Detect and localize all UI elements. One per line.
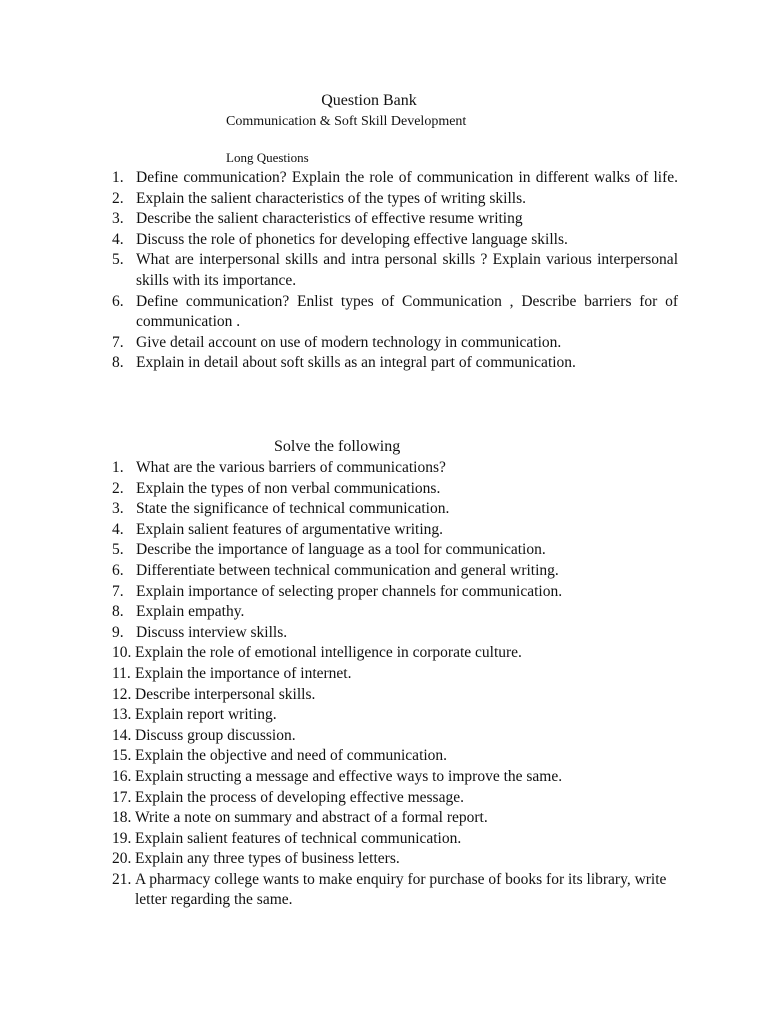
item-text: Describe the salient characteristics of effective resume writing: [136, 210, 523, 228]
list-item: [112, 849, 678, 870]
item-text: Explain structing a message and effective ways to improve the same.: [135, 767, 563, 785]
item-text: Explain the types of non verbal communications.: [136, 479, 441, 497]
page-subtitle: Communication & Soft Skill Development: [226, 114, 467, 129]
list-item: [112, 209, 678, 230]
item-text: Explain salient features of argumentative writing.: [136, 520, 444, 538]
item-number: 16.: [112, 767, 132, 785]
item-text: Explain the role of emotional intelligence in corporate culture.: [135, 644, 522, 662]
list-item: [112, 250, 678, 291]
list-item: [112, 870, 678, 911]
item-text: Give detail account on use of modern technology in communication.: [136, 333, 562, 351]
item-number: 2.: [112, 479, 124, 497]
item-number: 2.: [112, 189, 124, 207]
item-number: 11.: [112, 664, 131, 682]
item-number: 4.: [112, 230, 124, 248]
item-number: 1.: [112, 169, 124, 186]
list-item: [112, 664, 678, 685]
item-number: 9.: [112, 623, 124, 641]
item-text: Differentiate between technical communication and general writing.: [136, 561, 559, 579]
item-text: Discuss interview skills.: [136, 623, 288, 641]
list-item: [112, 726, 678, 747]
list-item: [112, 623, 678, 644]
item-text: What are interpersonal skills and intra personal skills ? Explain various interpersonal skills with its importance.: [136, 251, 678, 289]
item-text: A pharmacy college wants to make enquiry for purchase of books for its library, write letter regarding the same.: [135, 870, 667, 909]
item-text: Explain report writing.: [135, 706, 277, 724]
list-item: [112, 685, 678, 706]
item-text: Describe the importance of language as a tool for communication.: [136, 541, 546, 559]
page-title: Question Bank: [321, 92, 417, 109]
long-questions-heading: Long Questions: [226, 150, 309, 165]
list-item: [112, 230, 678, 251]
item-text: Write a note on summary and abstract of a formal report.: [135, 809, 488, 827]
list-item: [112, 479, 678, 500]
item-number: 19.: [112, 829, 132, 847]
item-number: 7.: [112, 333, 124, 351]
item-number: 5.: [112, 541, 124, 559]
item-number: 8.: [112, 603, 124, 621]
item-text: Discuss group discussion.: [135, 726, 296, 744]
item-text: Discuss the role of phonetics for developing effective language skills.: [136, 230, 568, 248]
item-number: 17.: [112, 788, 132, 806]
list-item: [112, 333, 678, 354]
item-text: Explain importance of selecting proper channels for communication.: [136, 582, 563, 600]
item-text: Explain any three types of business letters.: [135, 850, 400, 868]
item-number: 1.: [112, 459, 124, 476]
list-item: [112, 540, 678, 561]
list-item: [112, 602, 678, 623]
item-number: 3.: [112, 500, 124, 518]
item-text: Explain the process of developing effective message.: [135, 788, 464, 806]
list-item: [112, 520, 678, 541]
item-number: 13.: [112, 706, 132, 724]
item-text: Explain the salient characteristics of the types of writing skills.: [136, 189, 526, 207]
item-number: 21.: [112, 870, 132, 888]
item-text: What are the various barriers of communications?: [136, 459, 446, 476]
list-item: [112, 189, 678, 210]
list-item: [112, 561, 678, 582]
item-number: 3.: [112, 210, 124, 228]
list-item: [112, 353, 678, 374]
item-number: 6.: [112, 561, 124, 579]
list-item: [112, 705, 678, 726]
item-number: 6.: [112, 292, 124, 310]
list-item: [112, 499, 678, 520]
item-number: 4.: [112, 520, 124, 538]
solve-questions-list: [112, 458, 678, 911]
item-number: 5.: [112, 251, 124, 269]
solve-following-heading: Solve the following: [274, 438, 401, 455]
item-text: Define communication? Enlist types of Communication , Describe barriers for of communication .: [136, 292, 678, 331]
item-text: Describe interpersonal skills.: [135, 685, 316, 703]
item-text: Explain in detail about soft skills as an integral part of communication.: [136, 354, 576, 372]
list-item: [112, 767, 678, 788]
list-item: [112, 582, 678, 603]
item-number: 14.: [112, 726, 132, 744]
item-number: 15.: [112, 747, 132, 765]
list-item: [112, 788, 678, 809]
item-text: Explain empathy.: [136, 603, 245, 621]
list-item: [112, 829, 678, 850]
item-number: 8.: [112, 354, 124, 372]
item-text: Define communication? Explain the role of communication in different walks of life.: [136, 169, 678, 186]
item-text: State the significance of technical communication.: [136, 500, 450, 518]
long-questions-list: [112, 168, 678, 374]
item-number: 20.: [112, 850, 132, 868]
item-text: Explain the importance of internet.: [135, 664, 352, 682]
list-item: [112, 168, 678, 189]
list-item: [112, 458, 678, 479]
item-text: Explain the objective and need of communication.: [135, 747, 448, 765]
list-item: [112, 808, 678, 829]
item-text: Explain salient features of technical communication.: [135, 829, 462, 847]
list-item: [112, 292, 678, 333]
item-number: 10.: [112, 644, 132, 662]
list-item: [112, 643, 678, 664]
item-number: 18.: [112, 809, 132, 827]
item-number: 7.: [112, 582, 124, 600]
item-number: 12.: [112, 685, 132, 703]
list-item: [112, 746, 678, 767]
